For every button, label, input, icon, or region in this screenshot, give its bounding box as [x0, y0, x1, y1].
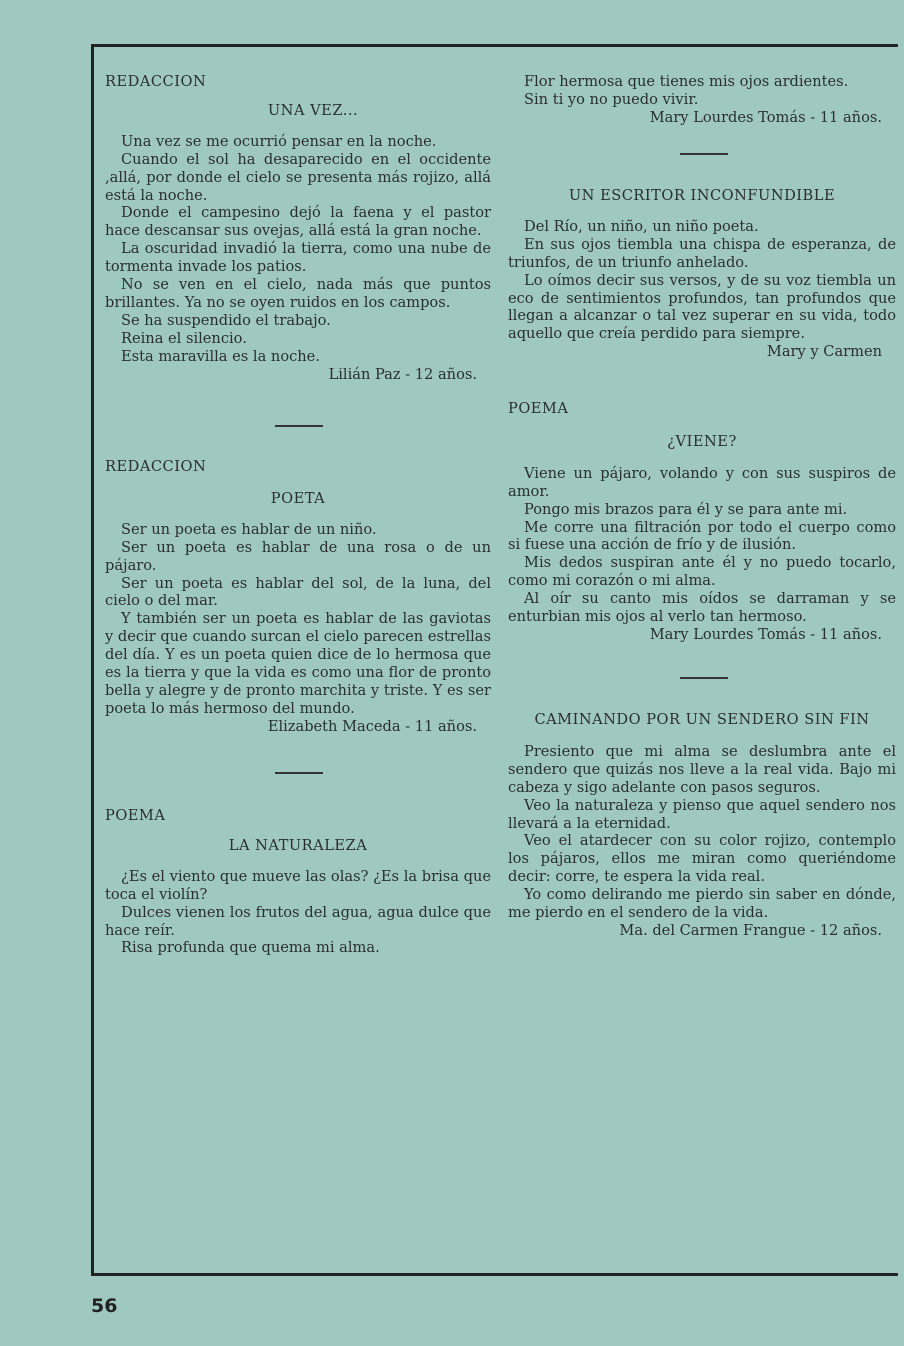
caminando-por-un-sendero	[508, 711, 896, 940]
section-label: POEMA	[508, 400, 569, 417]
article-body	[105, 868, 491, 958]
article-body	[508, 218, 896, 343]
article-body	[508, 743, 896, 922]
paragraph: Veo la naturaleza y pienso que aquel sendero nos llevará a la eternidad.	[508, 796, 896, 832]
paragraph: Del Río, un niño, un niño poeta.	[524, 217, 759, 235]
author-signature: Lilián Paz - 12 años.	[328, 365, 477, 383]
paragraph: Ser un poeta es hablar de una rosa o de un pájaro.	[105, 538, 491, 574]
article-body	[508, 465, 896, 626]
redaccion-poeta	[105, 458, 491, 736]
paragraph: Y también ser un poeta es hablar de las gaviotas y decir que cuando surcan el cielo parecen estrellas del día. Y es un poeta quien dice de lo hermosa que es la tierra y que la vida es como una flor de pronto bella y alegre y de pronto marchita y triste. Y es ser poeta lo más hermoso del mundo.	[105, 610, 491, 717]
article-title: LA NATURALEZA	[228, 836, 368, 854]
paragraph: Donde el campesino dejó la faena y el pastor hace descansar sus ovejas, allá está la gran noche.	[105, 204, 491, 240]
paragraph: En sus ojos tiembla una chispa de esperanza, de triunfos, de un triunfo anhelado.	[508, 235, 896, 271]
un-escritor-inconfundible	[508, 187, 896, 361]
article-title: POETA	[270, 489, 326, 507]
redaccion-una-vez	[105, 73, 491, 384]
section-label: POEMA	[105, 807, 166, 824]
article-title: ¿VIENE?	[667, 432, 737, 450]
paragraph: Presiento que mi alma se deslumbra ante el sendero que quizás nos lleve a la real vida. Bajo mi cabeza y sigo adelante con pasos seguros.	[508, 742, 896, 796]
paragraph: ¿Es el viento que mueve las olas? ¿Es la brisa que toca el violín?	[105, 867, 491, 903]
divider-rule	[680, 677, 728, 679]
paragraph: No se ven en el cielo, nada más que puntos brillantes. Ya no se oyen ruidos en los campos.	[105, 276, 491, 311]
paragraph: Una vez se me ocurrió pensar en la noche.	[121, 132, 437, 150]
paragraph: Veo el atardecer con su color rojizo, contemplo los pájaros, ellos me miran como queriéndome decir: corre, te espera la vida real.	[508, 832, 896, 886]
divider-rule	[275, 425, 323, 427]
paragraph: Ser un poeta es hablar de un niño.	[121, 520, 377, 538]
author-signature: Ma. del Carmen Frangue - 12 años.	[619, 921, 882, 939]
article-body	[105, 521, 491, 718]
paragraph: Mis dedos suspiran ante él y no puedo tocarlo, como mi corazón o mi alma.	[508, 554, 896, 590]
article-body	[508, 73, 896, 109]
paragraph: Pongo mis brazos para él y se para ante mi.	[524, 500, 848, 518]
page-number: 56	[91, 1295, 118, 1317]
paragraph: Me corre una filtración por todo el cuerpo como si fuese una acción de frío y de ilusión.	[508, 518, 896, 554]
paragraph: La oscuridad invadió la tierra, como una nube de tormenta invade los patios.	[105, 240, 491, 276]
divider-rule	[275, 772, 323, 774]
author-signature: Mary y Carmen	[766, 343, 882, 361]
paragraph: Esta maravilla es la noche.	[121, 347, 320, 365]
poema-la-naturaleza	[105, 807, 491, 957]
paragraph: Se ha suspendido el trabajo.	[121, 311, 331, 329]
paragraph: Sin ti yo no puedo vivir.	[524, 90, 699, 108]
article-body	[105, 133, 491, 366]
paragraph: Cuando el sol ha desaparecido en el occidente ,allá, por donde el cielo se presenta más rojizo, allá está la noche.	[105, 150, 491, 204]
article-title: CAMINANDO POR UN SENDERO SIN FIN	[534, 711, 870, 728]
author-signature: Mary Lourdes Tomás - 11 años.	[649, 108, 882, 126]
poema-viene	[508, 400, 896, 644]
paragraph: Flor hermosa que tienes mis ojos ardientes.	[524, 73, 849, 90]
section-label: REDACCION	[105, 73, 207, 90]
paragraph: Lo oímos decir sus versos, y de su voz tiembla un eco de sentimientos profundos, tan profundos que llegan a alcanzar o tal vez superar en su vida, todo aquello que creía perdido para siempre.	[508, 271, 896, 343]
paragraph: Dulces vienen los frutos del agua, agua dulce que hace reír.	[105, 903, 491, 939]
paragraph: Reina el silencio.	[121, 329, 247, 347]
paragraph: Yo como delirando me pierdo sin saber en dónde, me pierdo en el sendero de la vida.	[508, 886, 896, 922]
section-label: REDACCION	[105, 458, 207, 475]
article-title: UNA VEZ...	[267, 101, 359, 119]
paragraph: Ser un poeta es hablar del sol, de la luna, del cielo o del mar.	[105, 574, 491, 610]
author-signature: Mary Lourdes Tomás - 11 años.	[649, 625, 882, 643]
author-signature: Elizabeth Maceda - 11 años.	[267, 717, 477, 735]
paragraph: Al oír su canto mis oídos se darraman y se enturbian mis ojos al verlo tan hermoso.	[508, 590, 896, 626]
paragraph: Viene un pájaro, volando y con sus suspiros de amor.	[508, 464, 896, 500]
paragraph: Risa profunda que quema mi alma.	[121, 939, 380, 957]
article-title: UN ESCRITOR INCONFUNDIBLE	[568, 187, 836, 204]
divider-rule	[680, 153, 728, 155]
poema-continuation	[508, 73, 896, 127]
